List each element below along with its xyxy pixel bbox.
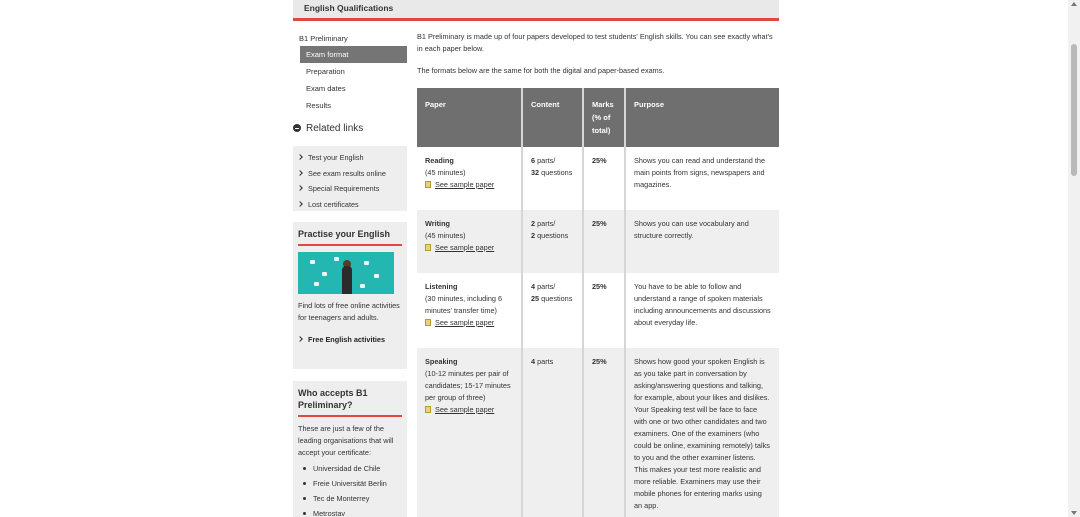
content-cell: 4 parts/ 25 questions: [522, 273, 583, 348]
paper-cell: [417, 210, 522, 273]
chevron-right-icon: [297, 185, 303, 191]
paper-cell: [417, 273, 522, 348]
sample-paper-link[interactable]: See sample paper: [425, 179, 513, 191]
purpose-cell: Shows how good your spoken English is as you take part in conversation by asking/answering questions and talking, for example, about your likes and dislikes. Your Speaking test will be face to face with one or two other candidates and two examiners. One of the examiners (who could be online, examining remotely) talks to you and the other examiner listens. This makes your test more realistic and more reliable. Examiners may use their mobile phones for entering marks using an app.: [625, 348, 779, 517]
dot-icon: [334, 257, 339, 261]
paper-name: Listening: [425, 282, 458, 291]
paper-name: Speaking: [425, 357, 458, 366]
table-row: [417, 348, 779, 517]
related-link-lost-certificates[interactable]: Lost certificates: [298, 197, 402, 213]
dot-icon: [314, 282, 319, 286]
table-header-row: [417, 88, 779, 147]
document-icon: [425, 319, 431, 326]
section-header: [293, 0, 779, 21]
purpose-cell: You have to be able to follow and understand a range of spoken materials including announcements and discussions about everyday life.: [625, 273, 779, 348]
accepts-text: These are just a few of the leading organisations that will accept your certificate:: [298, 424, 394, 457]
table-row: [417, 210, 779, 273]
dot-icon: [360, 284, 365, 288]
subnav-item-preparation[interactable]: Preparation: [306, 67, 345, 76]
dot-icon: [310, 260, 315, 264]
content-cell: 4 parts: [522, 348, 583, 517]
scroll-down-arrow-icon[interactable]: [1071, 511, 1077, 515]
col-header-content: Content: [522, 88, 583, 147]
document-icon: [425, 406, 431, 413]
orgs-list: [298, 461, 402, 517]
subnav-item-exam-dates[interactable]: Exam dates: [306, 84, 346, 93]
chevron-right-icon: [297, 336, 303, 342]
paper-name: Writing: [425, 219, 450, 228]
chevron-right-icon: [297, 154, 303, 160]
divider: [298, 415, 402, 417]
related-links-toggle[interactable]: [293, 122, 407, 138]
paper-duration: (30 minutes, including 6 minutes' transfer time): [425, 294, 503, 315]
related-link-test-your-english[interactable]: Test your English: [298, 150, 402, 166]
section-title[interactable]: English Qualifications: [304, 3, 394, 13]
paper-cell: [417, 147, 522, 210]
marks-cell: 25%: [583, 348, 625, 517]
paper-duration: (45 minutes): [425, 231, 466, 240]
main-content: [417, 31, 779, 77]
paper-duration: (10-12 minutes per pair of candidates; 15-17 minutes per group of three): [425, 369, 511, 402]
chevron-right-icon: [297, 201, 303, 207]
scroll-up-arrow-icon[interactable]: [1071, 2, 1077, 6]
document-icon: [425, 181, 431, 188]
list-item: Freie Universität Berlin: [298, 476, 402, 491]
person-body-shape: [342, 266, 352, 294]
related-links-title: Related links: [306, 123, 364, 134]
content-cell: 2 parts/ 2 questions: [522, 210, 583, 273]
document-icon: [425, 244, 431, 251]
formats-note: The formats below are the same for both the digital and paper-based exams.: [417, 66, 665, 75]
exam-format-table: [417, 88, 779, 517]
scrollbar-thumb[interactable]: [1071, 44, 1077, 176]
dot-icon: [374, 274, 379, 278]
col-header-purpose: Purpose: [625, 88, 779, 147]
paper-cell: [417, 348, 522, 517]
paper-name: Reading: [425, 156, 454, 165]
list-item: Universidad de Chile: [298, 461, 402, 476]
accepts-panel: [293, 381, 407, 517]
intro-text: B1 Preliminary is made up of four papers developed to test students' English skills. You can see exactly what's in each paper below.: [417, 32, 773, 53]
related-link-exam-results[interactable]: See exam results online: [298, 166, 402, 182]
col-header-paper: Paper: [417, 88, 522, 147]
content-cell: 6 parts/ 32 questions: [522, 147, 583, 210]
purpose-cell: Shows you can read and understand the main points from signs, newspapers and magazines.: [625, 147, 779, 210]
related-links-panel: [293, 146, 407, 211]
related-link-special-requirements[interactable]: Special Requirements: [298, 181, 402, 197]
list-item: Metrostav: [298, 506, 402, 517]
marks-cell: 25%: [583, 147, 625, 210]
subnav-parent-b1-preliminary[interactable]: B1 Preliminary: [299, 34, 348, 43]
sample-paper-link[interactable]: See sample paper: [425, 404, 513, 416]
practise-title: Practise your English: [298, 229, 391, 239]
practise-panel: [293, 222, 407, 369]
list-item: Tec de Monterrey: [298, 491, 402, 506]
accepts-title: Who accepts B1 Preliminary?: [298, 388, 368, 410]
practise-image[interactable]: [298, 252, 394, 294]
practise-text: Find lots of free online activities for teenagers and adults.: [298, 301, 400, 322]
dot-icon: [322, 272, 327, 276]
sample-paper-link[interactable]: See sample paper: [425, 242, 513, 254]
chevron-right-icon: [297, 170, 303, 176]
divider: [298, 244, 402, 246]
marks-cell: 25%: [583, 210, 625, 273]
dot-icon: [364, 261, 369, 265]
purpose-cell: Shows you can use vocabulary and structure correctly.: [625, 210, 779, 273]
table-row: [417, 273, 779, 348]
collapse-icon: [293, 124, 301, 132]
paper-duration: (45 minutes): [425, 168, 466, 177]
exam-subnav: [293, 32, 407, 114]
col-header-marks: Marks (% of total): [583, 88, 625, 147]
subnav-item-results[interactable]: Results: [306, 101, 332, 110]
marks-cell: 25%: [583, 273, 625, 348]
sample-paper-link[interactable]: See sample paper: [425, 317, 513, 329]
page-scrollbar[interactable]: [1068, 0, 1080, 517]
free-english-activities-link[interactable]: Free English activities: [298, 335, 402, 344]
subnav-item-exam-format[interactable]: Exam format: [300, 46, 407, 63]
table-row: [417, 147, 779, 210]
